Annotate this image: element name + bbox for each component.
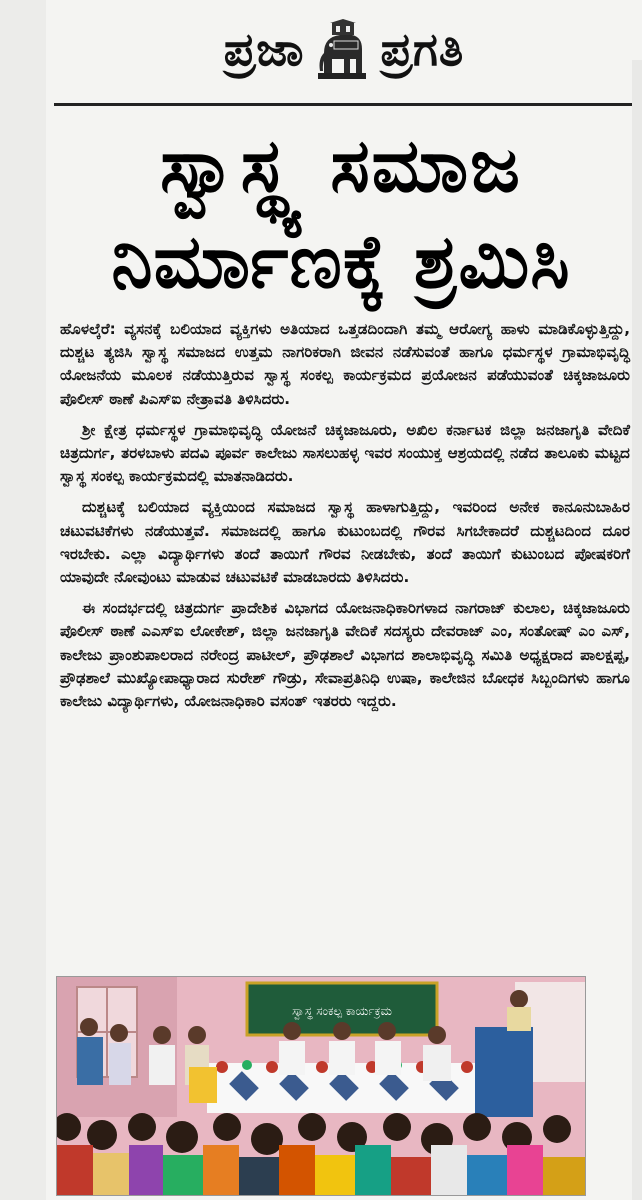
headline-line-2: ನಿರ್ಮಾಣಕ್ಕೆ ಶ್ರಮಿಸಿ (111, 219, 571, 305)
article-body (60, 318, 630, 721)
page-edge-left (0, 0, 46, 1200)
headline (56, 118, 626, 310)
article-paragraph: ಶ್ರೀ ಕ್ಷೇತ್ರ ಧರ್ಮಸ್ಥಳ ಗ್ರಾಮಾಭಿವೃದ್ಧಿ ಯೋಜನೆ ಚಿಕ್ಕಜಾಜೂರು, ಅಖಿಲ ಕರ್ನಾಟಕ ಜಿಲ್ಲಾ ಜನಜಾಗೃತಿ ವೇದಿಕೆ ಚಿತ್ರದುರ್ಗ, ತರಳಬಾಳು ಪದವಿ ಪೂರ್ವ ಕಾಲೇಜು ಸಾಸಲುಹಳ್ಳ ಇವರ ಸಂಯುಕ್ತ ಆಶ್ರಯದಲ್ಲಿ ನಡೆದ ತಾಲೂಕು ಮಟ್ಟದ ಸ್ವಾಸ್ಥ ಸಂಕಲ್ಪ ಕಾರ್ಯಕ್ರಮದಲ್ಲಿ ಮಾತನಾಡಿದರು. (60, 420, 630, 486)
elephant-emblem-icon (314, 19, 370, 81)
article-paragraph: ದುಶ್ಚಟಕ್ಕೆ ಬಲಿಯಾದ ವ್ಯಕ್ತಿಯಿಂದ ಸಮಾಜದ ಸ್ವಾಸ್ಥ ಹಾಳಾಗುತ್ತಿದ್ದು, ಇವರಿಂದ ಅನೇಕ ಕಾನೂನುಬಾಹಿರ ಚಟುವಟಿಕೆಗಳು ನಡೆಯುತ್ತವೆ. ಸಮಾಜದಲ್ಲಿ ಹಾಗೂ ಕುಟುಂಬದಲ್ಲಿ ಗೌರವ ಸಿಗಬೇಕಾದರೆ ದುಶ್ಚಟದಿಂದ ದೂರ ಇರಬೇಕು. ಎಲ್ಲಾ ವಿದ್ಯಾರ್ಥಿಗಳು ತಂದೆ ತಾಯಿಗೆ ಗೌರವ ನೀಡಬೇಕು, ತಂದೆ ತಾಯಿಗೆ ಕುಟುಂಬದ ಪೋಷಕರಿಗೆ ಯಾವುದೇ ನೋವುಂಟು ಮಾಡುವ ಚಟುವಟಿಕೆ ಮಾಡಬಾರದು ತಿಳಿಸಿದರು. (60, 498, 630, 587)
page-edge-right (632, 60, 642, 1200)
headline-line-1: ಸ್ವಾಸ್ಥ್ಯ ಸಮಾಜ (160, 123, 522, 209)
article-paragraph: ಈ ಸಂದರ್ಭದಲ್ಲಿ ಚಿತ್ರದುರ್ಗ ಪ್ರಾದೇಶಿಕ ವಿಭಾಗದ ಯೋಜನಾಧಿಕಾರಿಗಳಾದ ನಾಗರಾಜ್ ಕುಲಾಲ, ಚಿಕ್ಕಜಾಜೂರು ಪೊಲೀಸ್ ಠಾಣೆ ಎಎಸ್‌ಐ ಲೋಕೇಶ್, ಜಿಲ್ಲಾ ಜನಜಾಗೃತಿ ವೇದಿಕೆ ಸದಸ್ಯರು ದೇವರಾಜ್ ಎಂ, ಸಂತೋಷ್ ಎಂ ಎಸ್, ಕಾಲೇಜು ಪ್ರಾಂಶುಪಾಲರಾದ ನರೇಂದ್ರ ಪಾಟೀಲ್, ಪ್ರೌಢಶಾಲೆ ವಿಭಾಗದ ಶಾಲಾಭಿವೃದ್ಧಿ ಸಮಿತಿ ಅಧ್ಯಕ್ಷರಾದ ಪಾಲಕ್ಷಪ್ಪ, ಪ್ರೌಢಶಾಲೆ ಮುಖ್ಯೋಪಾಧ್ಯಾರಾದ ಸುರೇಶ್ ಗೌಡ್ರು, ಸೇವಾಪ್ರತಿನಿಧಿ ಉಷಾ, ಕಾಲೇಜಿನ ಬೋಧಕ ಸಿಬ್ಬಂದಿಗಳು ಹಾಗೂ ಕಾಲೇಜು ವಿದ್ಯಾರ್ಥಿಗಳು, ಯೋಜನಾಧಿಕಾರಿ ವಸಂತ್ ಇತರರು ಇದ್ದರು. (60, 599, 630, 711)
event-banner-text: ಸ್ವಾಸ್ಥ ಸಂಕಲ್ಪ ಕಾರ್ಯಕ್ರಮ (292, 1004, 392, 1018)
masthead-title-left: ಪ್ರಜಾ (223, 22, 305, 76)
event-photo (56, 976, 586, 1196)
masthead-title-right: ಪ್ರಗತಿ (380, 22, 465, 76)
masthead-divider (54, 103, 632, 106)
masthead (46, 0, 642, 100)
paragraph-text: ವ್ಯಸನಕ್ಕೆ ಬಲಿಯಾದ ವ್ಯಕ್ತಿಗಳು ಅತಿಯಾದ ಒತ್ತಡದಿಂದಾಗಿ ತಮ್ಮ ಆರೋಗ್ಯ ಹಾಳು ಮಾಡಿಕೊಳ್ಳುತ್ತಿದ್ದು, ದುಶ್ಚಟ ತ್ಯಜಿಸಿ ಸ್ವಾಸ್ಥ ಸಮಾಜದ ಉತ್ತಮ ನಾಗರಿಕರಾಗಿ ಜೀವನ ನಡೆಸುವಂತೆ ಹಾಗೂ ಧರ್ಮಸ್ಥಳ ಗ್ರಾಮಾಭಿವೃದ್ಧಿ ಯೋಜನೆಯ ಮೂಲಕ ನಡೆಯುತ್ತಿರುವ ಸ್ವಾಸ್ಥ ಸಂಕಲ್ಪ ಕಾರ್ಯಕ್ರಮದ ಪ್ರಯೋಜನ ಪಡೆಯುವಂತೆ ಚಿಕ್ಕಜಾಜೂರು ಪೊಲೀಸ್ ಠಾಣೆ ಪಿಎಸ್‌ಐ ನೇತ್ರಾವತಿ ತಿಳಿಸಿದರು. (60, 320, 630, 408)
dateline: ಹೊಳಲ್ಕೆರೆ: (60, 320, 116, 338)
article-paragraph (60, 318, 630, 411)
